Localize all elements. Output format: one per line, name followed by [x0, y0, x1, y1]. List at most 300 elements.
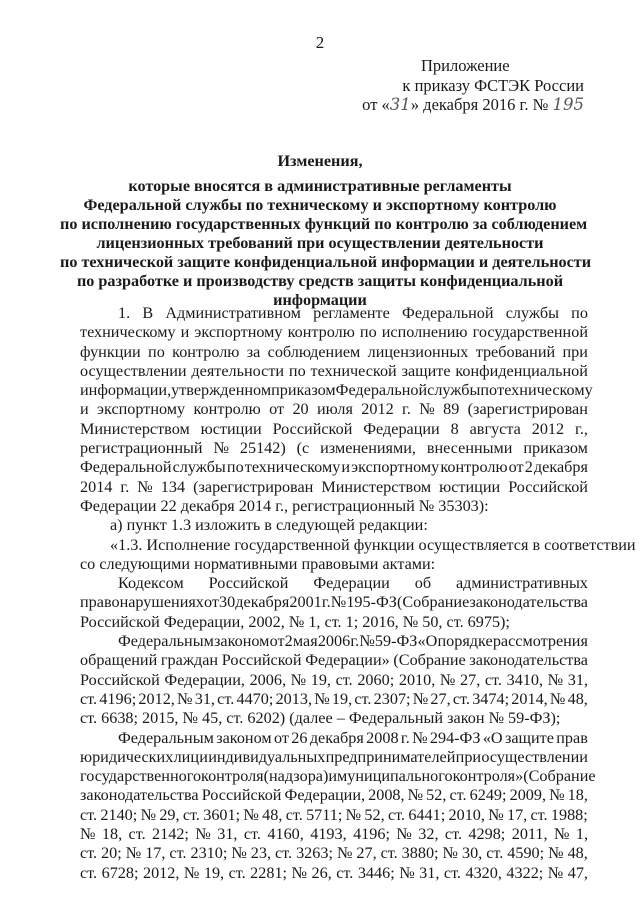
- word: 3601;: [203, 805, 241, 824]
- word: №: [290, 670, 307, 689]
- word: законом: [216, 728, 272, 747]
- word: индивидуальных: [208, 747, 326, 766]
- order-reference: к приказу ФСТЭК России: [402, 75, 584, 95]
- word: №: [140, 805, 157, 824]
- body-line: [80, 478, 588, 497]
- word: 18,: [567, 786, 588, 805]
- word: Министерством: [80, 419, 190, 438]
- word: 19,: [331, 689, 353, 708]
- title-line: лицензионных требований при осуществлении деятельности: [96, 234, 544, 252]
- word: ст.: [444, 825, 462, 844]
- word: законодательства: [80, 786, 199, 805]
- body-line: [80, 671, 588, 690]
- word: 27,: [430, 689, 451, 708]
- body-line: [80, 806, 588, 825]
- word: 2142;: [152, 825, 189, 844]
- word: контроля: [201, 767, 264, 786]
- word: по: [288, 361, 306, 380]
- word: 59-ФЗ: [374, 632, 418, 651]
- word: государственного: [80, 767, 202, 786]
- word: Федеральной: [402, 304, 494, 322]
- word: при: [562, 342, 588, 361]
- word: 2060;: [357, 670, 395, 689]
- word: Федеральной: [80, 458, 172, 477]
- word: 2310;: [190, 844, 228, 863]
- page-number: 2: [315, 33, 325, 52]
- word: по: [226, 458, 244, 477]
- title-line: информации: [273, 291, 367, 309]
- word: ст.: [80, 863, 98, 882]
- word: №: [80, 825, 96, 844]
- word: внесенными: [426, 439, 513, 458]
- word: 3263;: [296, 844, 333, 863]
- word: (Собрание: [523, 767, 596, 786]
- word: 2013,: [275, 689, 312, 708]
- body-line: [80, 729, 588, 748]
- title-line: по разработке и производству средств защиты конфиденциальной: [76, 272, 564, 290]
- body-line: Федерации 22 декабря 2014 г., регистрационный № 35303):: [80, 496, 489, 515]
- document-title: [60, 152, 592, 310]
- word: от: [203, 593, 219, 612]
- word: 48,: [567, 689, 588, 708]
- word: 2012,: [142, 863, 180, 882]
- word: 3446;: [357, 863, 395, 882]
- word: Российской: [221, 651, 302, 670]
- word: 2009,: [509, 786, 547, 805]
- word: ст.: [80, 689, 98, 708]
- word: 2008,: [368, 786, 405, 805]
- word: №: [412, 689, 429, 708]
- word: ст.: [217, 689, 235, 708]
- word: 52,: [426, 786, 447, 805]
- body-line: [80, 304, 588, 323]
- word: контролю: [193, 400, 261, 419]
- word: г.: [400, 728, 410, 747]
- word: №: [213, 439, 229, 458]
- word: Федерации: [313, 574, 390, 593]
- word: (с: [296, 439, 310, 458]
- word: юридических: [80, 747, 174, 766]
- body-line: [80, 593, 588, 612]
- word: 19,: [203, 863, 225, 882]
- body-line: [80, 844, 588, 863]
- word: по: [571, 304, 588, 322]
- word: №: [412, 728, 428, 747]
- order-date-line: [304, 95, 584, 115]
- appendix-header: [304, 56, 584, 115]
- word: и: [80, 400, 89, 419]
- word: контролю: [172, 342, 240, 361]
- word: Федерации»: [305, 651, 390, 670]
- body-line: [80, 825, 588, 844]
- word: 4196;: [353, 825, 390, 844]
- word: техническому: [497, 381, 593, 400]
- word: №: [407, 786, 424, 805]
- word: №: [439, 670, 456, 689]
- word: №: [553, 825, 570, 844]
- word: 32,: [418, 825, 439, 844]
- word: по: [480, 381, 498, 400]
- word: ст.: [530, 805, 548, 824]
- body-line: [80, 632, 588, 651]
- word: 4322;: [506, 863, 544, 882]
- word: от: [269, 632, 285, 651]
- word: (Собрание: [396, 593, 470, 612]
- word: 17,: [145, 844, 166, 863]
- word: 23,: [250, 844, 272, 863]
- word: 1,: [575, 825, 588, 844]
- body-line: [80, 343, 588, 362]
- word: техническому: [80, 323, 176, 342]
- title-line: Федеральной службы по техническому и экспортному контролю: [83, 196, 557, 214]
- body-line: [80, 420, 588, 439]
- word: 20: [292, 400, 309, 419]
- word: конфиденциальной: [455, 361, 588, 380]
- word: и: [180, 323, 190, 342]
- word: 2: [524, 458, 533, 477]
- word: по: [359, 323, 377, 342]
- word: юстиции: [200, 419, 262, 438]
- word: 3410,: [506, 670, 544, 689]
- word: ст.: [443, 863, 461, 882]
- word: 2140;: [100, 805, 138, 824]
- word: 17,: [506, 805, 528, 824]
- word: 30,: [461, 844, 483, 863]
- body-line: [80, 748, 588, 767]
- word: г.,: [575, 419, 588, 438]
- word: г.: [321, 593, 331, 612]
- word: 48,: [262, 805, 283, 824]
- body-line: [80, 458, 588, 477]
- word: государственной: [472, 323, 588, 342]
- title-line: по исполнению государственных функций по контролю за соблюдением: [60, 215, 588, 233]
- word: мая: [292, 632, 318, 651]
- word: 47,: [567, 863, 588, 882]
- word: ст.: [380, 844, 398, 863]
- word: 2010,: [398, 670, 436, 689]
- word: №: [488, 805, 504, 824]
- word: осуществлении: [481, 747, 588, 766]
- order-date-prefix: от «: [362, 95, 390, 114]
- title-heading: Изменения,: [277, 152, 363, 170]
- word: приказом: [271, 381, 336, 400]
- word: Федерации: [363, 419, 440, 438]
- word: Министерством: [321, 477, 432, 496]
- word: «О: [482, 728, 503, 747]
- word: экспортному: [97, 400, 186, 419]
- word: службы: [505, 304, 559, 322]
- word: №: [359, 632, 375, 651]
- word: г.: [402, 400, 411, 419]
- body-line: [80, 864, 588, 883]
- word: 4470;: [236, 689, 274, 708]
- word: 18,: [101, 825, 123, 844]
- word: лиц: [173, 747, 199, 766]
- body-line: [80, 690, 588, 709]
- word: 4320,: [465, 863, 502, 882]
- word: 1.: [118, 304, 131, 322]
- word: 27,: [356, 844, 377, 863]
- word: от: [273, 728, 289, 747]
- word: 20;: [101, 844, 122, 863]
- word: изменениями,: [320, 439, 416, 458]
- body-line: [80, 400, 588, 419]
- word: Федерации,: [164, 670, 245, 689]
- word: регистрационный: [80, 439, 203, 458]
- body-line: [80, 651, 588, 670]
- word: 2011,: [511, 825, 548, 844]
- word: обращений: [80, 651, 158, 670]
- word: 4196;: [99, 689, 137, 708]
- word: утвержденном: [171, 381, 272, 400]
- word: ст.: [335, 670, 353, 689]
- word: 4193,: [310, 825, 347, 844]
- word: 2010,: [448, 805, 485, 824]
- word: экспортному: [351, 458, 440, 477]
- word: ст.: [80, 844, 98, 863]
- body-line: [80, 362, 588, 381]
- word: законодательства: [469, 593, 588, 612]
- word: 52,: [364, 805, 385, 824]
- word: №: [396, 825, 412, 844]
- title-line: которые вносятся в административные регламенты: [128, 177, 512, 195]
- word: ст.: [169, 844, 187, 863]
- body-line: [80, 323, 588, 342]
- body-line: «1.3. Исполнение государственной функции осуществляется в соответствии: [110, 535, 636, 554]
- word: 2006,: [249, 670, 286, 689]
- word: ст.: [486, 844, 504, 863]
- word: декабря: [533, 458, 588, 477]
- word: 2012: [361, 400, 394, 419]
- word: ст.: [182, 805, 200, 824]
- body-line: [80, 767, 596, 786]
- word: при: [455, 747, 482, 766]
- word: Российской: [272, 419, 353, 438]
- order-date-mid: » декабря 2016 г. №: [410, 95, 549, 114]
- word: ст.: [285, 805, 303, 824]
- body-line: [80, 439, 588, 458]
- word: 31,: [419, 863, 440, 882]
- word: (надзора): [263, 767, 329, 786]
- word: 26,: [311, 863, 332, 882]
- word: г.: [120, 477, 130, 496]
- word: 2001: [289, 593, 322, 612]
- body-line: Российской Федерации, 2002, № 1, ст. 1; 2016, № 50, ст. 6975);: [80, 612, 510, 631]
- word: №: [549, 689, 566, 708]
- word: №: [137, 477, 153, 496]
- word: №: [547, 670, 564, 689]
- word: контролю: [440, 458, 508, 477]
- word: 8: [450, 419, 459, 438]
- body-line: со следующими нормативными правовыми актами:: [80, 554, 436, 573]
- word: В: [142, 304, 154, 322]
- word: и: [199, 747, 208, 766]
- body-line: [80, 381, 593, 400]
- word: №: [177, 689, 193, 708]
- word: декабря: [309, 728, 364, 747]
- word: граждан: [160, 651, 219, 670]
- word: от: [508, 458, 524, 477]
- word: №: [314, 689, 330, 708]
- word: 2: [284, 632, 293, 651]
- word: 31,: [194, 689, 215, 708]
- word: 4590;: [507, 844, 545, 863]
- word: ст.: [228, 863, 246, 882]
- word: №: [231, 844, 247, 863]
- word: Федеральным: [118, 728, 214, 747]
- word: службы: [172, 458, 226, 477]
- body-line: ст. 6638; 2015, № 45, ст. 6202) (далее – Федеральный закон № 59-ФЗ);: [80, 709, 561, 728]
- word: Федеральной: [335, 381, 428, 400]
- word: приказом: [523, 439, 588, 458]
- word: 1988;: [550, 805, 588, 824]
- word: 30: [219, 593, 236, 612]
- word: 6728;: [101, 863, 139, 882]
- word: ст.: [452, 689, 470, 708]
- word: 89: [443, 400, 460, 419]
- word: контролю: [287, 323, 355, 342]
- word: правонарушениях: [80, 593, 204, 612]
- word: 48,: [567, 844, 588, 863]
- word: Российской: [208, 574, 289, 593]
- word: г.: [350, 632, 360, 651]
- word: 294-ФЗ: [429, 728, 481, 747]
- word: 27,: [460, 670, 481, 689]
- word: №: [183, 863, 200, 882]
- word: исполнению: [381, 323, 468, 342]
- title-line: по технической защите конфиденциальной информации и деятельности: [60, 253, 592, 271]
- word: рассмотрения: [492, 632, 588, 651]
- word: Российской: [201, 786, 282, 805]
- word: Административном: [165, 304, 301, 322]
- word: требований: [475, 342, 556, 361]
- word: деятельности: [191, 361, 285, 380]
- body-line: [80, 574, 588, 593]
- word: №: [336, 844, 353, 863]
- word: Федерации,: [284, 786, 366, 805]
- word: осуществлении: [80, 361, 187, 380]
- word: «О: [417, 632, 438, 651]
- word: 4160,: [267, 825, 304, 844]
- word: ст.: [354, 689, 372, 708]
- word: административных: [455, 574, 588, 593]
- word: №: [549, 786, 565, 805]
- word: 134: [160, 477, 186, 496]
- word: лицензионных: [367, 342, 469, 361]
- word: ст.: [243, 825, 261, 844]
- word: соблюдением: [267, 342, 361, 361]
- word: ст.: [128, 825, 146, 844]
- word: 29,: [159, 805, 180, 824]
- word: №: [195, 825, 211, 844]
- word: декабря: [235, 593, 290, 612]
- word: законодательства: [469, 651, 588, 670]
- word: технической: [310, 361, 397, 380]
- word: Российской: [508, 477, 588, 496]
- word: юстиции: [439, 477, 501, 496]
- word: ст.: [80, 805, 98, 824]
- word: ст.: [387, 805, 406, 824]
- word: Кодексом: [118, 574, 184, 593]
- word: 31,: [217, 825, 238, 844]
- word: порядке: [437, 632, 493, 651]
- word: 6441;: [408, 805, 446, 824]
- word: муниципального: [337, 767, 453, 786]
- word: информации,: [80, 381, 172, 400]
- word: №: [547, 863, 564, 882]
- word: №: [243, 805, 259, 824]
- word: 2006: [317, 632, 351, 651]
- word: 2012,: [138, 689, 175, 708]
- word: 2014,: [511, 689, 548, 708]
- word: 2014: [80, 477, 113, 496]
- word: 2281;: [250, 863, 288, 882]
- word: 5711;: [306, 805, 343, 824]
- word: №: [548, 844, 564, 863]
- word: №: [442, 844, 458, 863]
- word: функции: [80, 342, 141, 361]
- word: (зарегистрирован: [193, 477, 314, 496]
- word: №: [345, 805, 362, 824]
- word: №: [419, 400, 435, 419]
- word: Федеральным: [118, 632, 214, 651]
- word: (зарегистрирован: [467, 400, 588, 419]
- word: и: [341, 458, 351, 477]
- word: 195-ФЗ: [346, 593, 397, 612]
- word: 2008: [366, 728, 399, 747]
- word: Российской: [80, 670, 160, 689]
- word: ст.: [484, 670, 502, 689]
- word: по: [148, 342, 165, 361]
- word: 31,: [567, 670, 588, 689]
- word: службы: [427, 381, 481, 400]
- body-line: а) пункт 1.3 изложить в следующей редакции:: [110, 516, 428, 535]
- word: августа: [469, 419, 521, 438]
- word: ст.: [336, 863, 354, 882]
- body-line: [80, 786, 588, 805]
- word: 25142): [239, 439, 286, 458]
- word: и: [328, 767, 338, 786]
- word: защите: [504, 728, 554, 747]
- word: 26: [291, 728, 308, 747]
- word: техническому: [244, 458, 341, 477]
- word: июля: [317, 400, 353, 419]
- word: ст.: [449, 786, 467, 805]
- word: 2012: [531, 419, 565, 438]
- word: законом: [214, 632, 270, 651]
- word: №: [291, 863, 307, 882]
- word: №: [125, 844, 142, 863]
- word: от: [269, 400, 285, 419]
- word: контроля»: [452, 767, 524, 786]
- word: прав: [556, 728, 588, 747]
- handwritten-order-number: 195: [552, 95, 584, 114]
- word: ст.: [275, 844, 293, 863]
- handwritten-day: 31: [389, 95, 411, 114]
- word: экспортному: [194, 323, 283, 342]
- word: №: [399, 863, 415, 882]
- word: 4298;: [468, 825, 506, 844]
- document-body: [80, 304, 636, 883]
- word: предпринимателей: [325, 747, 456, 766]
- word: (Собрание: [393, 651, 466, 670]
- word: 2307;: [373, 689, 411, 708]
- word: об: [414, 574, 432, 593]
- word: 3880;: [401, 844, 439, 863]
- word: 6249;: [469, 786, 507, 805]
- word: 19,: [310, 670, 331, 689]
- word: 3474;: [472, 689, 510, 708]
